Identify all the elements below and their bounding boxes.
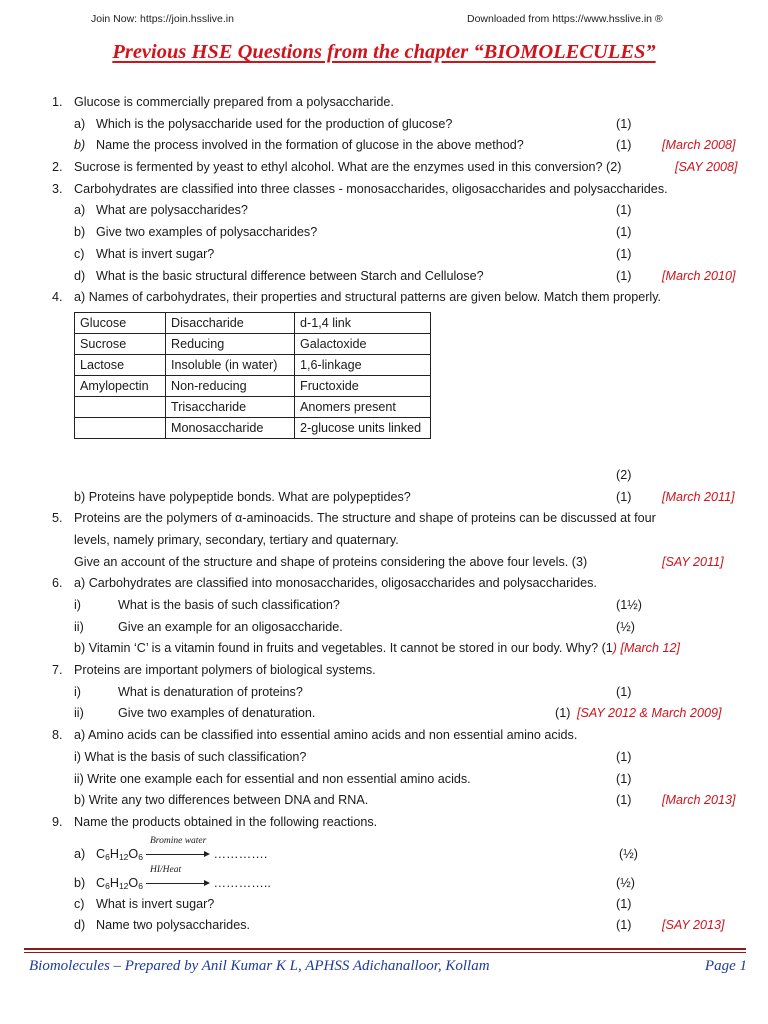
question-5-cont: [0, 530, 768, 552]
question-text: Name the products obtained in the following reactions.: [74, 814, 378, 829]
exam-tag: [March 2008]: [662, 138, 736, 153]
exam-tag: [SAY 2011]: [662, 554, 724, 569]
question-5: [0, 508, 768, 530]
question-8b: [0, 790, 768, 812]
answer-blank: ………….: [213, 846, 268, 861]
question-3b: [0, 222, 768, 244]
question-number: 3.: [52, 181, 63, 196]
question-text: Give an account of the structure and shape of proteins considering the above four levels. (3): [74, 554, 588, 569]
table-row: [75, 375, 431, 396]
question-9b: [0, 866, 768, 894]
table-cell: 2-glucose units linked: [295, 417, 431, 438]
question-number: 8.: [52, 728, 63, 743]
footer-credit: Biomolecules – Prepared by Anil Kumar K L, APHSS Adichanalloor, Kollam: [29, 958, 490, 974]
sub-label: i): [74, 598, 81, 612]
sub-label: d): [74, 918, 86, 933]
sub-label: b): [74, 875, 86, 890]
footer-rule: [24, 952, 746, 953]
sub-text: b) Write any two differences between DNA and RNA.: [74, 793, 369, 808]
download-source[interactable]: Downloaded from https://www.hsslive.in ®: [467, 13, 663, 25]
table-cell: Glucose: [75, 312, 166, 333]
question-9a: [0, 834, 768, 866]
sub-label: c): [74, 246, 85, 261]
question-text: levels, namely primary, secondary, tertiary and quaternary.: [74, 532, 399, 547]
formula: $C_6H_{12}O_6$: [96, 875, 143, 891]
sub-text: What is the basic structural difference between Starch and Cellulose?: [96, 268, 484, 283]
mark: (½): [616, 619, 635, 634]
table-row: [75, 354, 431, 375]
sub-label: b): [74, 225, 86, 240]
mark: (1): [616, 225, 632, 240]
exam-tag: ) [March 12]: [612, 641, 680, 656]
table-cell: [75, 396, 166, 417]
table-cell: Fructoxide: [295, 375, 431, 396]
match-table: [74, 312, 431, 439]
match-table-area: [0, 309, 768, 465]
question-6: [0, 573, 768, 595]
question-8: [0, 725, 768, 747]
exam-tag: [SAY 2013]: [662, 918, 725, 933]
sub-label: d): [74, 268, 86, 283]
question-number: 7.: [52, 663, 63, 678]
mark: (1): [616, 246, 632, 261]
mark: (½): [616, 875, 635, 890]
mark: (1): [616, 918, 632, 933]
question-6ii: [0, 617, 768, 639]
reagent-label: Bromine water: [149, 835, 207, 846]
sub-label: i): [74, 684, 81, 699]
footer-rule: [24, 948, 746, 950]
sub-text: What is invert sugar?: [96, 246, 215, 261]
sub-label: ii): [74, 619, 84, 634]
table-cell: d-1,4 link: [295, 312, 431, 333]
mark: (2): [616, 467, 632, 482]
table-cell: Monosaccharide: [166, 417, 295, 438]
question-number: 2.: [52, 160, 63, 175]
exam-tag: [March 2010]: [662, 268, 736, 283]
mark: (1): [555, 706, 571, 721]
question-text: Sucrose is fermented by yeast to ethyl alcohol. What are the enzymes used in this conversion? (2): [74, 160, 622, 175]
question-text: a) Amino acids can be classified into essential amino acids and non essential amino acids.: [74, 728, 578, 743]
sub-text: Give two examples of polysaccharides?: [96, 225, 318, 240]
sub-text: ii) Write one example each for essential and non essential amino acids.: [74, 771, 471, 786]
mark: (1): [616, 749, 632, 764]
question-1a: [0, 114, 768, 136]
question-3a: [0, 200, 768, 222]
question-text: a) Names of carbohydrates, their properties and structural patterns are given below. Match them properly.: [74, 290, 662, 305]
mark: (1): [616, 203, 632, 218]
sub-text: Give an example for an oligosaccharide.: [118, 619, 343, 634]
table-row: [75, 333, 431, 354]
question-1: [0, 92, 768, 114]
sub-text: Give two examples of denaturation.: [118, 706, 316, 721]
question-7: [0, 660, 768, 682]
table-cell: Disaccharide: [166, 312, 295, 333]
reagent-label: HI/Heat: [149, 864, 182, 875]
mark: (1): [616, 268, 632, 283]
mark: (1): [616, 771, 632, 786]
question-6b: [0, 638, 768, 660]
page-number: Page 1: [704, 958, 747, 974]
exam-tag: [SAY 2012 & March 2009]: [577, 706, 722, 721]
table-cell: Sucrose: [75, 333, 166, 354]
table-cell: Trisaccharide: [166, 396, 295, 417]
table-cell: Galactoxide: [295, 333, 431, 354]
question-7i: [0, 682, 768, 704]
exam-tag: [March 2011]: [662, 489, 735, 504]
question-8ii: [0, 769, 768, 791]
join-link[interactable]: Join Now: https://join.hsslive.in: [91, 13, 234, 25]
question-4: [0, 287, 768, 309]
sub-text: What is denaturation of proteins?: [118, 684, 303, 699]
table-cell: Reducing: [166, 333, 295, 354]
question-number: 1.: [52, 95, 63, 109]
question-number: 4.: [52, 290, 63, 305]
question-6i: [0, 595, 768, 617]
sub-text: What is the basis of such classification?: [118, 598, 340, 612]
sub-label: a): [74, 846, 86, 861]
question-number: 6.: [52, 576, 63, 591]
sub-text: Name the process involved in the formation of glucose in the above method?: [96, 138, 524, 153]
sub-label: b): [74, 138, 86, 153]
mark: (1): [616, 116, 632, 131]
mark: (1): [616, 793, 632, 808]
question-4-table-mark: [0, 465, 768, 487]
table-cell: Lactose: [75, 354, 166, 375]
question-number: 9.: [52, 814, 63, 829]
table-cell: [75, 417, 166, 438]
question-9d: [0, 915, 768, 937]
question-list: [0, 92, 768, 937]
sub-label: c): [74, 896, 85, 911]
question-5-ask: [0, 552, 768, 574]
table-cell: Amylopectin: [75, 375, 166, 396]
page-title: Previous HSE Questions from the chapter “BIOMOLECULES”: [112, 41, 656, 63]
question-7ii: [0, 703, 768, 725]
table-row: [75, 417, 431, 438]
question-text: Proteins are the polymers of α-aminoacids. The structure and shape of proteins can be discussed at four: [74, 511, 656, 526]
sub-label: ii): [74, 706, 84, 721]
mark: (1): [616, 684, 632, 699]
table-row: [75, 396, 431, 417]
formula: $C_6H_{12}O_6$: [96, 846, 143, 862]
sub-label: a): [74, 116, 86, 131]
mark: (1): [616, 896, 632, 911]
question-8i: [0, 747, 768, 769]
exam-tag: [March 2013]: [662, 793, 736, 808]
question-number: 5.: [52, 511, 63, 526]
table-row: [75, 312, 431, 333]
sub-text: b) Vitamin ‘C’ is a vitamin found in fruits and vegetables. It cannot be stored in our body. Why? (1) [March 12]: [74, 641, 680, 656]
table-cell: Anomers present: [295, 396, 431, 417]
question-text: Carbohydrates are classified into three classes - monosaccharides, oligosaccharides and polysaccharides.: [74, 181, 668, 196]
exam-tag: [SAY 2008]: [675, 160, 738, 175]
table-cell: 1,6-linkage: [295, 354, 431, 375]
sub-label: a): [74, 203, 86, 218]
question-3: [0, 179, 768, 201]
question-3d: [0, 266, 768, 288]
sub-text: i) What is the basis of such classification?: [74, 749, 307, 764]
question-4b: [0, 487, 768, 509]
question-2: [0, 157, 768, 179]
mark: (1): [616, 138, 632, 153]
question-3c: [0, 244, 768, 266]
question-text: a) Carbohydrates are classified into monosaccharides, oligosaccharides and polysaccharides.: [74, 576, 597, 591]
mark: (1): [616, 489, 632, 504]
answer-blank: …………..: [213, 875, 271, 890]
sub-text: What are polysaccharides?: [96, 203, 248, 218]
question-text: Glucose is commercially prepared from a polysaccharide.: [74, 95, 394, 109]
sub-text: Which is the polysaccharide used for the production of glucose?: [96, 116, 453, 131]
question-9: [0, 812, 768, 834]
table-cell: Non-reducing: [166, 375, 295, 396]
sub-text: What is invert sugar?: [96, 896, 215, 911]
sub-text: Name two polysaccharides.: [96, 918, 250, 933]
sub-text: b) Proteins have polypeptide bonds. What are polypeptides?: [74, 489, 411, 504]
question-text: Proteins are important polymers of biological systems.: [74, 663, 376, 678]
table-cell: Insoluble (in water): [166, 354, 295, 375]
mark: (½): [619, 846, 638, 861]
question-9c: [0, 894, 768, 916]
question-1b: [0, 135, 768, 157]
mark: (1½): [616, 598, 642, 612]
